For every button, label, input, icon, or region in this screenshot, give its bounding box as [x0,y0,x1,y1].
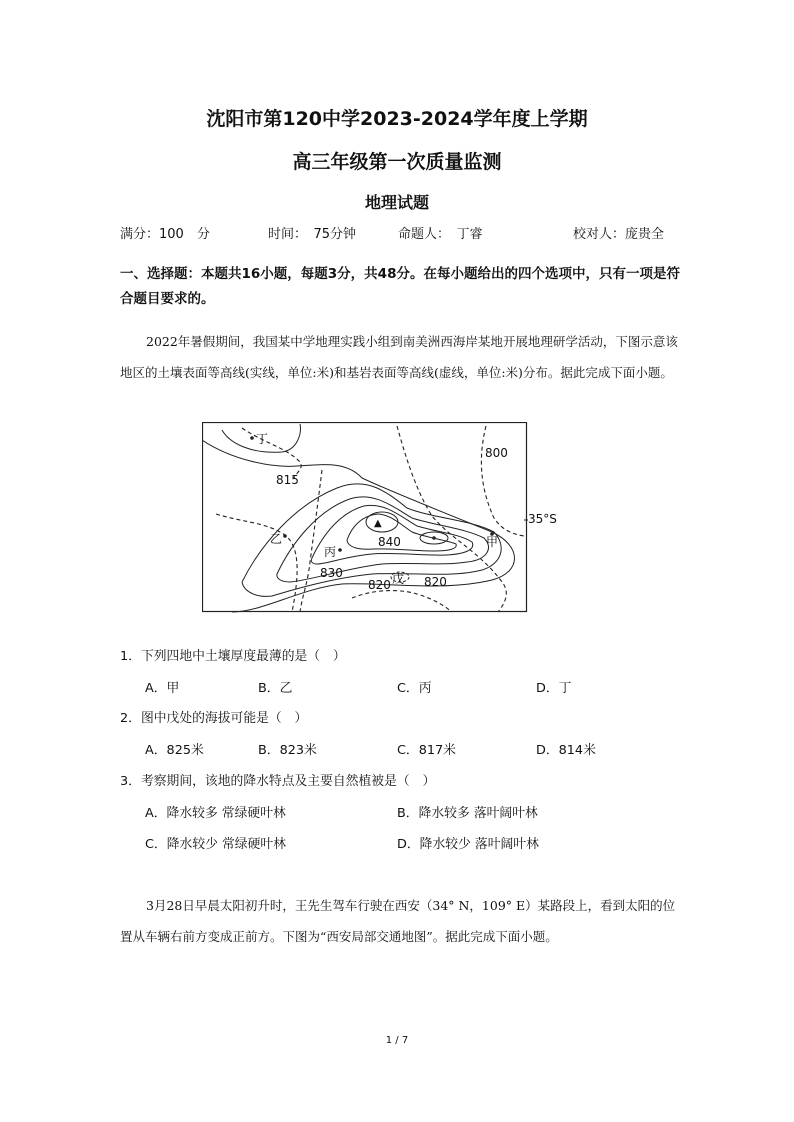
point-yi [283,534,287,538]
passage-2: 3月28日早晨太阳初升时，王先生驾车行驶在西安（34° N，109° E）某路段上，看到太阳的位置从车辆右前方变成正前方。下图为“西安局部交通地图”。据此完成下面小题。 [120,898,676,944]
question-2-stem: 2．图中戊处的海拔可能是（ ） [120,711,308,726]
label-800: 800 [485,446,508,460]
q2-option-c: C．817米 [397,743,456,758]
reviewer: 校对人：庞贵全 [573,227,665,242]
point-east-knoll [432,536,436,540]
q3-option-d: D．降水较少 落叶阔叶林 [397,837,539,852]
label-815: 815 [276,473,299,487]
latitude-label: 35°S [528,512,557,526]
q3-option-c: C．降水较少 常绿硬叶林 [145,837,286,852]
exam-title: 沈阳市第120中学2023-2024学年度上学期 [206,108,588,130]
label-bing: 丙 [324,545,337,559]
q3-option-b: B．降水较多 落叶阔叶林 [397,806,538,821]
full-score: 满分：100 分 [120,227,210,242]
q1-option-b: B．乙 [258,681,293,696]
page-number: 1 / 7 [385,1035,409,1046]
q1-option-c: C．丙 [397,681,432,696]
label-jia: 甲 [486,535,499,549]
passage-1: 2022年暑假期间，我国某中学地理实践小组到南美洲西海岸某地开展地理研学活动，下图示意该地区的土壤表面等高线(实线，单位:米)和基岩表面等高线(虚线，单位:米)分布。据此完成下面小题。 [120,334,678,380]
contour-map [202,422,528,614]
summit-triangle: ▲ [374,518,382,529]
q3-option-a: A．降水较多 常绿硬叶林 [145,806,286,821]
exam-time: 时间： 75分钟 [268,227,357,242]
q2-option-b: B．823米 [258,743,317,758]
q1-option-d: D．丁 [536,681,572,696]
label-820-a: 820 [368,578,391,592]
label-830: 830 [320,566,343,580]
q1-option-a: A．甲 [145,681,180,696]
q2-option-a: A．825米 [145,743,204,758]
section-heading: 一、选择题：本题共16小题，每题3分，共48分。在每小题给出的四个选项中，只有一项是符合题目要求的。 [120,266,680,307]
exam-subtitle: 高三年级第一次质量监测 [292,151,502,173]
question-3-stem: 3．考察期间，该地的降水特点及主要自然植被是（ ） [120,774,436,789]
question-1-stem: 1．下列四地中土壤厚度最薄的是（ ） [120,649,346,664]
label-ding: 丁 [256,432,269,446]
label-yi: 乙 [270,532,283,546]
q2-option-d: D．814米 [536,743,596,758]
label-wu: 戊 [392,572,405,586]
question-author: 命题人： 丁睿 [398,227,483,242]
label-840: 840 [378,535,401,549]
point-ding [250,436,254,440]
label-820-b: 820 [424,575,447,589]
point-bing [338,548,342,552]
subject-title: 地理试题 [364,193,429,212]
